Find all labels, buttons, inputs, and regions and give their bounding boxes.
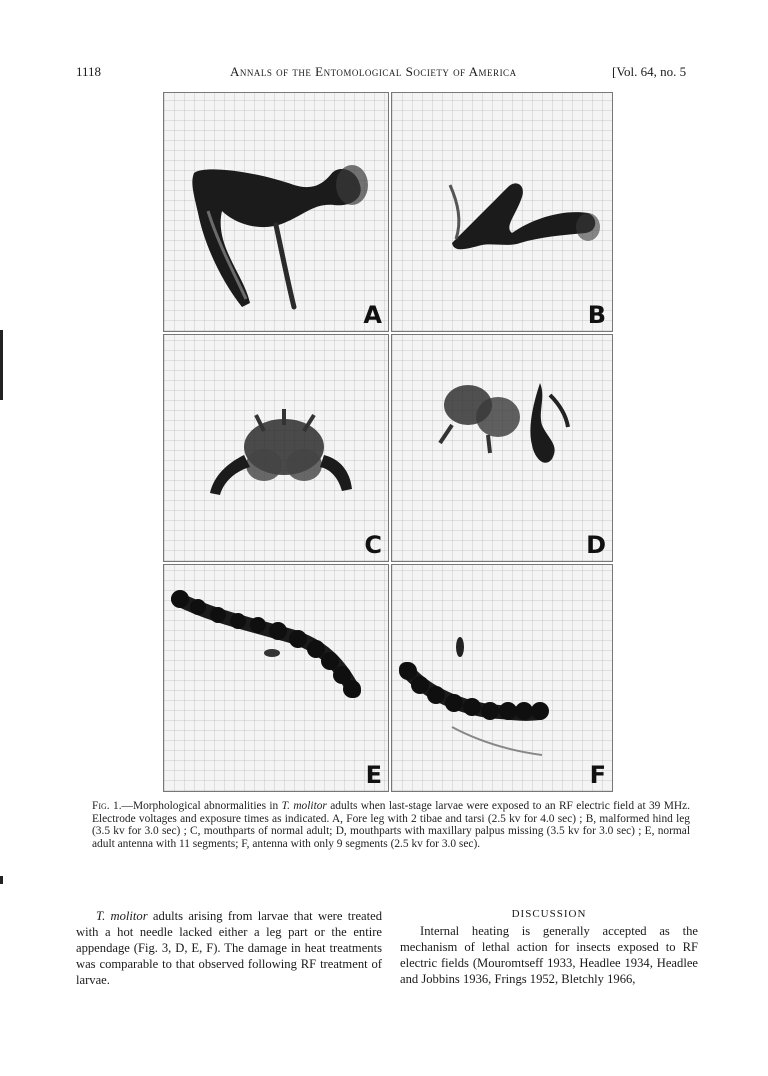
panel-letter-e: E bbox=[365, 761, 382, 789]
panel-letter-f: F bbox=[589, 761, 606, 789]
figure-caption bbox=[92, 800, 690, 850]
volume-label: [Vol. 64, no. 5 bbox=[612, 64, 687, 79]
left-paragraph: adults arising from larvae that were treated with a hot needle lacked either a leg part or the entire appendage (Fig. 3, D, E, F). The damage in heat treatments was comparable to that observed following RF treatment of larvae. bbox=[76, 909, 383, 987]
discussion-heading: DISCUSSION bbox=[511, 908, 587, 920]
panel-letter-d: D bbox=[586, 531, 606, 559]
figure-panel-b bbox=[391, 92, 613, 332]
body-left-column bbox=[76, 908, 382, 988]
figure-panel-a bbox=[163, 92, 389, 332]
figure-label: Fig. 1. bbox=[92, 800, 122, 812]
caption-text-end: adults when last-stage larvae were exposed to an RF electric field at 39 MHz. Electrode voltages and exposure times as indicated. A, Fore leg with 2 tibae and tarsi (2.5 kv for 4.0 sec) ; B, malformed hind leg (3.5 kv for 3.0 sec) ; C, mouthparts of normal adult; D, mouthparts with maxillary palpus missing (3.5 kv for 3.0 sec) ; E, normal adult antenna with 11 segments; F, antenna with only 9 segments (2.5 kv for 3.0 sec). bbox=[92, 800, 690, 850]
figure-panel-f bbox=[391, 564, 613, 792]
page-number: 1118 bbox=[76, 64, 102, 79]
caption-text-start: Morphological abnormalities in bbox=[132, 800, 282, 812]
journal-title: Annals of the Entomological Society of America bbox=[230, 64, 517, 79]
panel-letter-a: A bbox=[363, 301, 382, 329]
caption-species: T. molitor bbox=[281, 800, 327, 812]
hind-leg-image bbox=[392, 93, 613, 332]
scan-margin-mark bbox=[0, 330, 3, 400]
panel-letter-b: B bbox=[587, 301, 606, 329]
figure-panel-e bbox=[163, 564, 389, 792]
fore-leg-image bbox=[164, 93, 389, 332]
scan-margin-mark bbox=[0, 876, 3, 884]
caption-dash: — bbox=[121, 800, 133, 812]
body-right-column bbox=[400, 923, 698, 987]
mouthparts-malformed-image bbox=[392, 335, 613, 562]
left-species: T. molitor bbox=[96, 909, 148, 923]
running-header bbox=[0, 64, 768, 84]
mouthparts-normal-image bbox=[164, 335, 389, 562]
antenna-nine-segments-image bbox=[392, 565, 613, 792]
figure-1 bbox=[163, 92, 613, 792]
panel-letter-c: C bbox=[364, 531, 382, 559]
antenna-normal-image bbox=[164, 565, 389, 792]
figure-panel-d bbox=[391, 334, 613, 562]
figure-panel-c bbox=[163, 334, 389, 562]
right-paragraph: Internal heating is generally accepted as the mechanism of lethal action for insects exposed to RF electric fields (Mouromtseff 1933, Headlee 1934, Headlee and Jobbins 1936, Frings 1952, Bletchly 1966, bbox=[400, 924, 698, 986]
